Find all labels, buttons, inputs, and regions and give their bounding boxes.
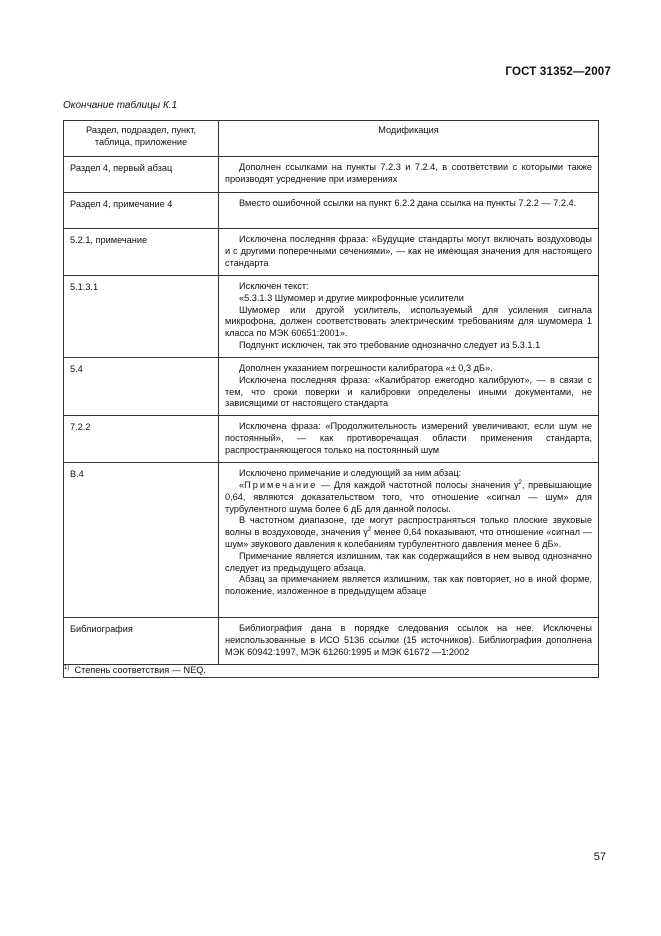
- row-text: Абзац за примечанием является излишним, так как повторяет, но в иной форме, положение, изложенное в предыдущем абзаце: [225, 574, 592, 597]
- row-text: Исключено примечание и следующий за ним абзац:: [239, 468, 462, 479]
- footnote: [64, 665, 599, 678]
- row-section: 5.4: [70, 364, 83, 374]
- table-row: [64, 358, 599, 416]
- row-section: 5.2.1, примечание: [70, 235, 148, 245]
- row-text: Вместо ошибочной ссылки на пункт 6.2.2 дана ссылка на пункты 7.2.2 — 7.2.4.: [239, 198, 577, 208]
- table-header-row: [64, 121, 599, 157]
- standard-designation: ГОСТ 31352—2007: [505, 66, 611, 78]
- row-text: Исключен текст:: [239, 281, 309, 291]
- row-text: Дополнен ссылками на пункты 7.2.3 и 7.2.4, в соответствии с которыми также производят усреднение при измерениях: [225, 162, 592, 184]
- footnote-mark: 1): [64, 665, 70, 672]
- row-section: Раздел 4, примечание 4: [70, 199, 173, 209]
- row-text: Подпункт исключен, так это требование однозначно следует из 5.3.1.1: [239, 339, 541, 350]
- row-text: «Примечание — Для каждой частотной полосы значения $\gamma^2$, превышающие 0,64, являются доказательством того, что отношение «сигнал — шум» для турбулентного шума более 6 дБ для данной полосы.: [225, 479, 592, 514]
- row-section: В.4: [70, 469, 84, 480]
- row-text: «5.3.1.3 Шумомер и другие микрофонные усилители: [239, 292, 464, 303]
- table-row: [64, 618, 599, 665]
- table-caption: Окончание таблицы К.1: [63, 100, 178, 111]
- table-row: [64, 416, 599, 463]
- modifications-table: [63, 120, 599, 678]
- row-section: 7.2.2: [70, 422, 91, 433]
- row-section: 5.1.3.1: [70, 282, 99, 292]
- footnote-text: Степень соответствия — NEQ.: [74, 665, 206, 676]
- table-row: [64, 193, 599, 229]
- column-header-modification: Модификация: [219, 121, 599, 157]
- note-word: Примечание: [244, 479, 318, 490]
- page-number: 57: [593, 851, 606, 863]
- row-text: В частотном диапазоне, где могут распространяться только плоские звуковые волны в воздуховоде, значения $\gamma^2$ менее 0,64 показывают, что отношение «сигнал — шум» звукового давления к колебаниям турбулентного давления менее 6 дБ».: [225, 515, 592, 549]
- table-row: [64, 276, 599, 358]
- footnote-row: [64, 665, 599, 678]
- table-row: [64, 463, 599, 618]
- row-text: Дополнен указанием погрешности калибратора «± 0,3 дБ».: [239, 363, 493, 373]
- row-text: Исключена фраза: «Продолжительность измерений увеличивают, если шум не постоянный», — как противоречащая области применения стандарта, распространяющегося только на постоянный шум: [225, 421, 592, 455]
- row-text: Библиография дана в порядке следования ссылок на нее. Исключены неиспользованные в ИСО 5136 ссылки (15 источников). Библиография дополнена МЭК 60942:1997, МЭК 61260:1995 и МЭК 61672 —1:2002: [225, 623, 592, 657]
- row-text: Исключена последняя фраза: «Будущие стандарты могут включать воздуховоды и с другими поперечными сечениями», — как не имеющая значения для настоящего стандарта: [225, 234, 592, 268]
- column-header-section: Раздел, подраздел, пункт, таблица, приложение: [64, 121, 219, 157]
- row-text: Примечание является излишним, так как содержащийся в нем вывод однозначно следует из предыдущего абзаца.: [225, 550, 592, 573]
- row-text: Исключена последняя фраза: «Калибратор ежегодно калибруют», — в связи с тем, что сроки поверки и калибровки определены иными документами, не зависящими от настоящего стандарта: [225, 374, 592, 409]
- table-row: [64, 229, 599, 276]
- row-text: Шумомер или другой усилитель, используемый для усиления сигнала микрофона, должен соответствовать электрическим требованиям для шумомера 1 класса по МЭК 60651:2001».: [225, 304, 592, 339]
- table-row: [64, 157, 599, 193]
- row-section: Библиография: [70, 624, 133, 635]
- row-section: Раздел 4, первый абзац: [70, 163, 173, 173]
